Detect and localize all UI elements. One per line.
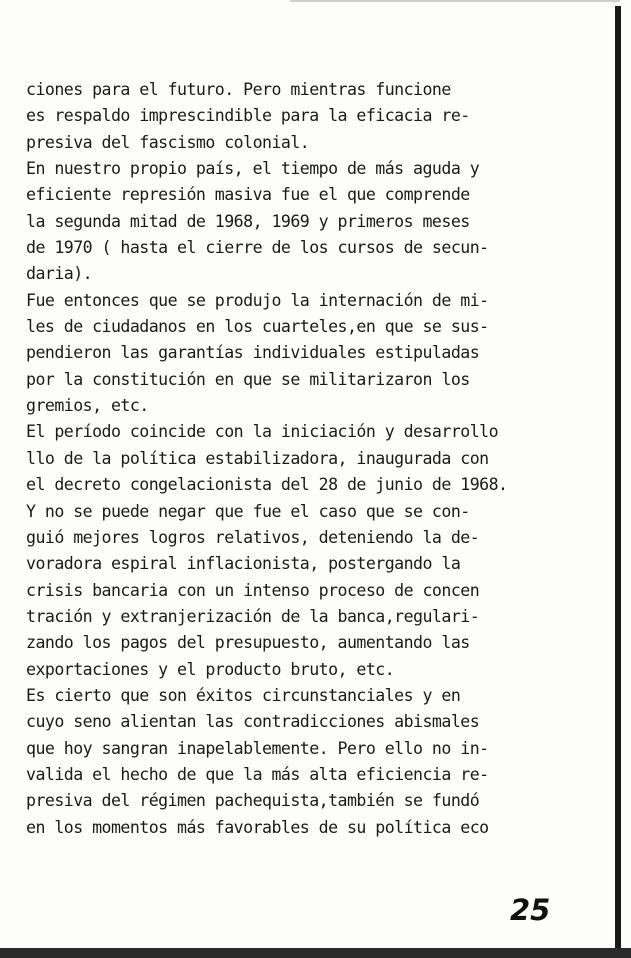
text-line: Y no se puede negar que fue el caso que se con- bbox=[26, 501, 470, 521]
text-line: les de ciudadanos en los cuarteles,en que se sus- bbox=[26, 317, 489, 337]
text-line: pendieron las garantías individuales estipuladas bbox=[26, 343, 480, 363]
text-line: exportaciones y el producto bruto, etc. bbox=[26, 659, 395, 679]
text-line: presiva del fascismo colonial. bbox=[26, 132, 310, 152]
body-text bbox=[26, 77, 601, 841]
text-line: eficiente represión masiva fue el que comprende bbox=[26, 185, 470, 205]
text-line: crisis bancaria con un intenso proceso de concen bbox=[26, 580, 480, 600]
text-line: voradora espiral inflacionista, postergando la bbox=[26, 554, 461, 574]
text-line: ciones para el futuro. Pero mientras funcione bbox=[26, 80, 451, 99]
text-line: que hoy sangran inapelablemente. Pero ello no in- bbox=[26, 738, 489, 758]
text-line: El período coincide con la iniciación y desarrollo bbox=[26, 422, 499, 442]
text-line: valida el hecho de que la más alta eficiencia re- bbox=[26, 764, 489, 784]
text-line: es respaldo imprescindible para la eficacia re- bbox=[26, 106, 470, 126]
text-line: En nuestro propio país, el tiempo de más aguda y bbox=[26, 159, 480, 179]
text-line: cuyo seno alientan las contradicciones abismales bbox=[26, 712, 480, 732]
text-line: el decreto congelacionista del 28 de junio de 1968. bbox=[26, 475, 508, 495]
text-line: de 1970 ( hasta el cierre de los cursos de secun- bbox=[26, 238, 489, 258]
text-line: tración y extranjerización de la banca,regulari- bbox=[26, 606, 480, 626]
page-top-edge bbox=[290, 0, 620, 2]
text-line: por la constitución en que se militarizaron los bbox=[26, 369, 470, 389]
page-right-edge bbox=[615, 6, 621, 952]
text-line: zando los pagos del presupuesto, aumentando las bbox=[26, 633, 470, 653]
text-line: daria). bbox=[26, 264, 93, 284]
text-line: presiva del régimen pachequista,también se fundó bbox=[26, 791, 480, 811]
text-line: en los momentos más favorables de su política eco bbox=[26, 817, 489, 837]
page-bottom-edge bbox=[0, 948, 631, 958]
text-line: la segunda mitad de 1968, 1969 y primeros meses bbox=[26, 211, 470, 231]
text-line: Es cierto que son éxitos circunstanciales y en bbox=[26, 685, 461, 705]
page-number: 25 bbox=[510, 893, 551, 927]
text-line: llo de la política estabilizadora, inaugurada con bbox=[26, 448, 489, 468]
text-line: guió mejores logros relativos, deteniendo la de- bbox=[26, 527, 480, 547]
text-line: Fue entonces que se produjo la internación de mi- bbox=[26, 290, 489, 310]
text-line: gremios, etc. bbox=[26, 396, 149, 416]
